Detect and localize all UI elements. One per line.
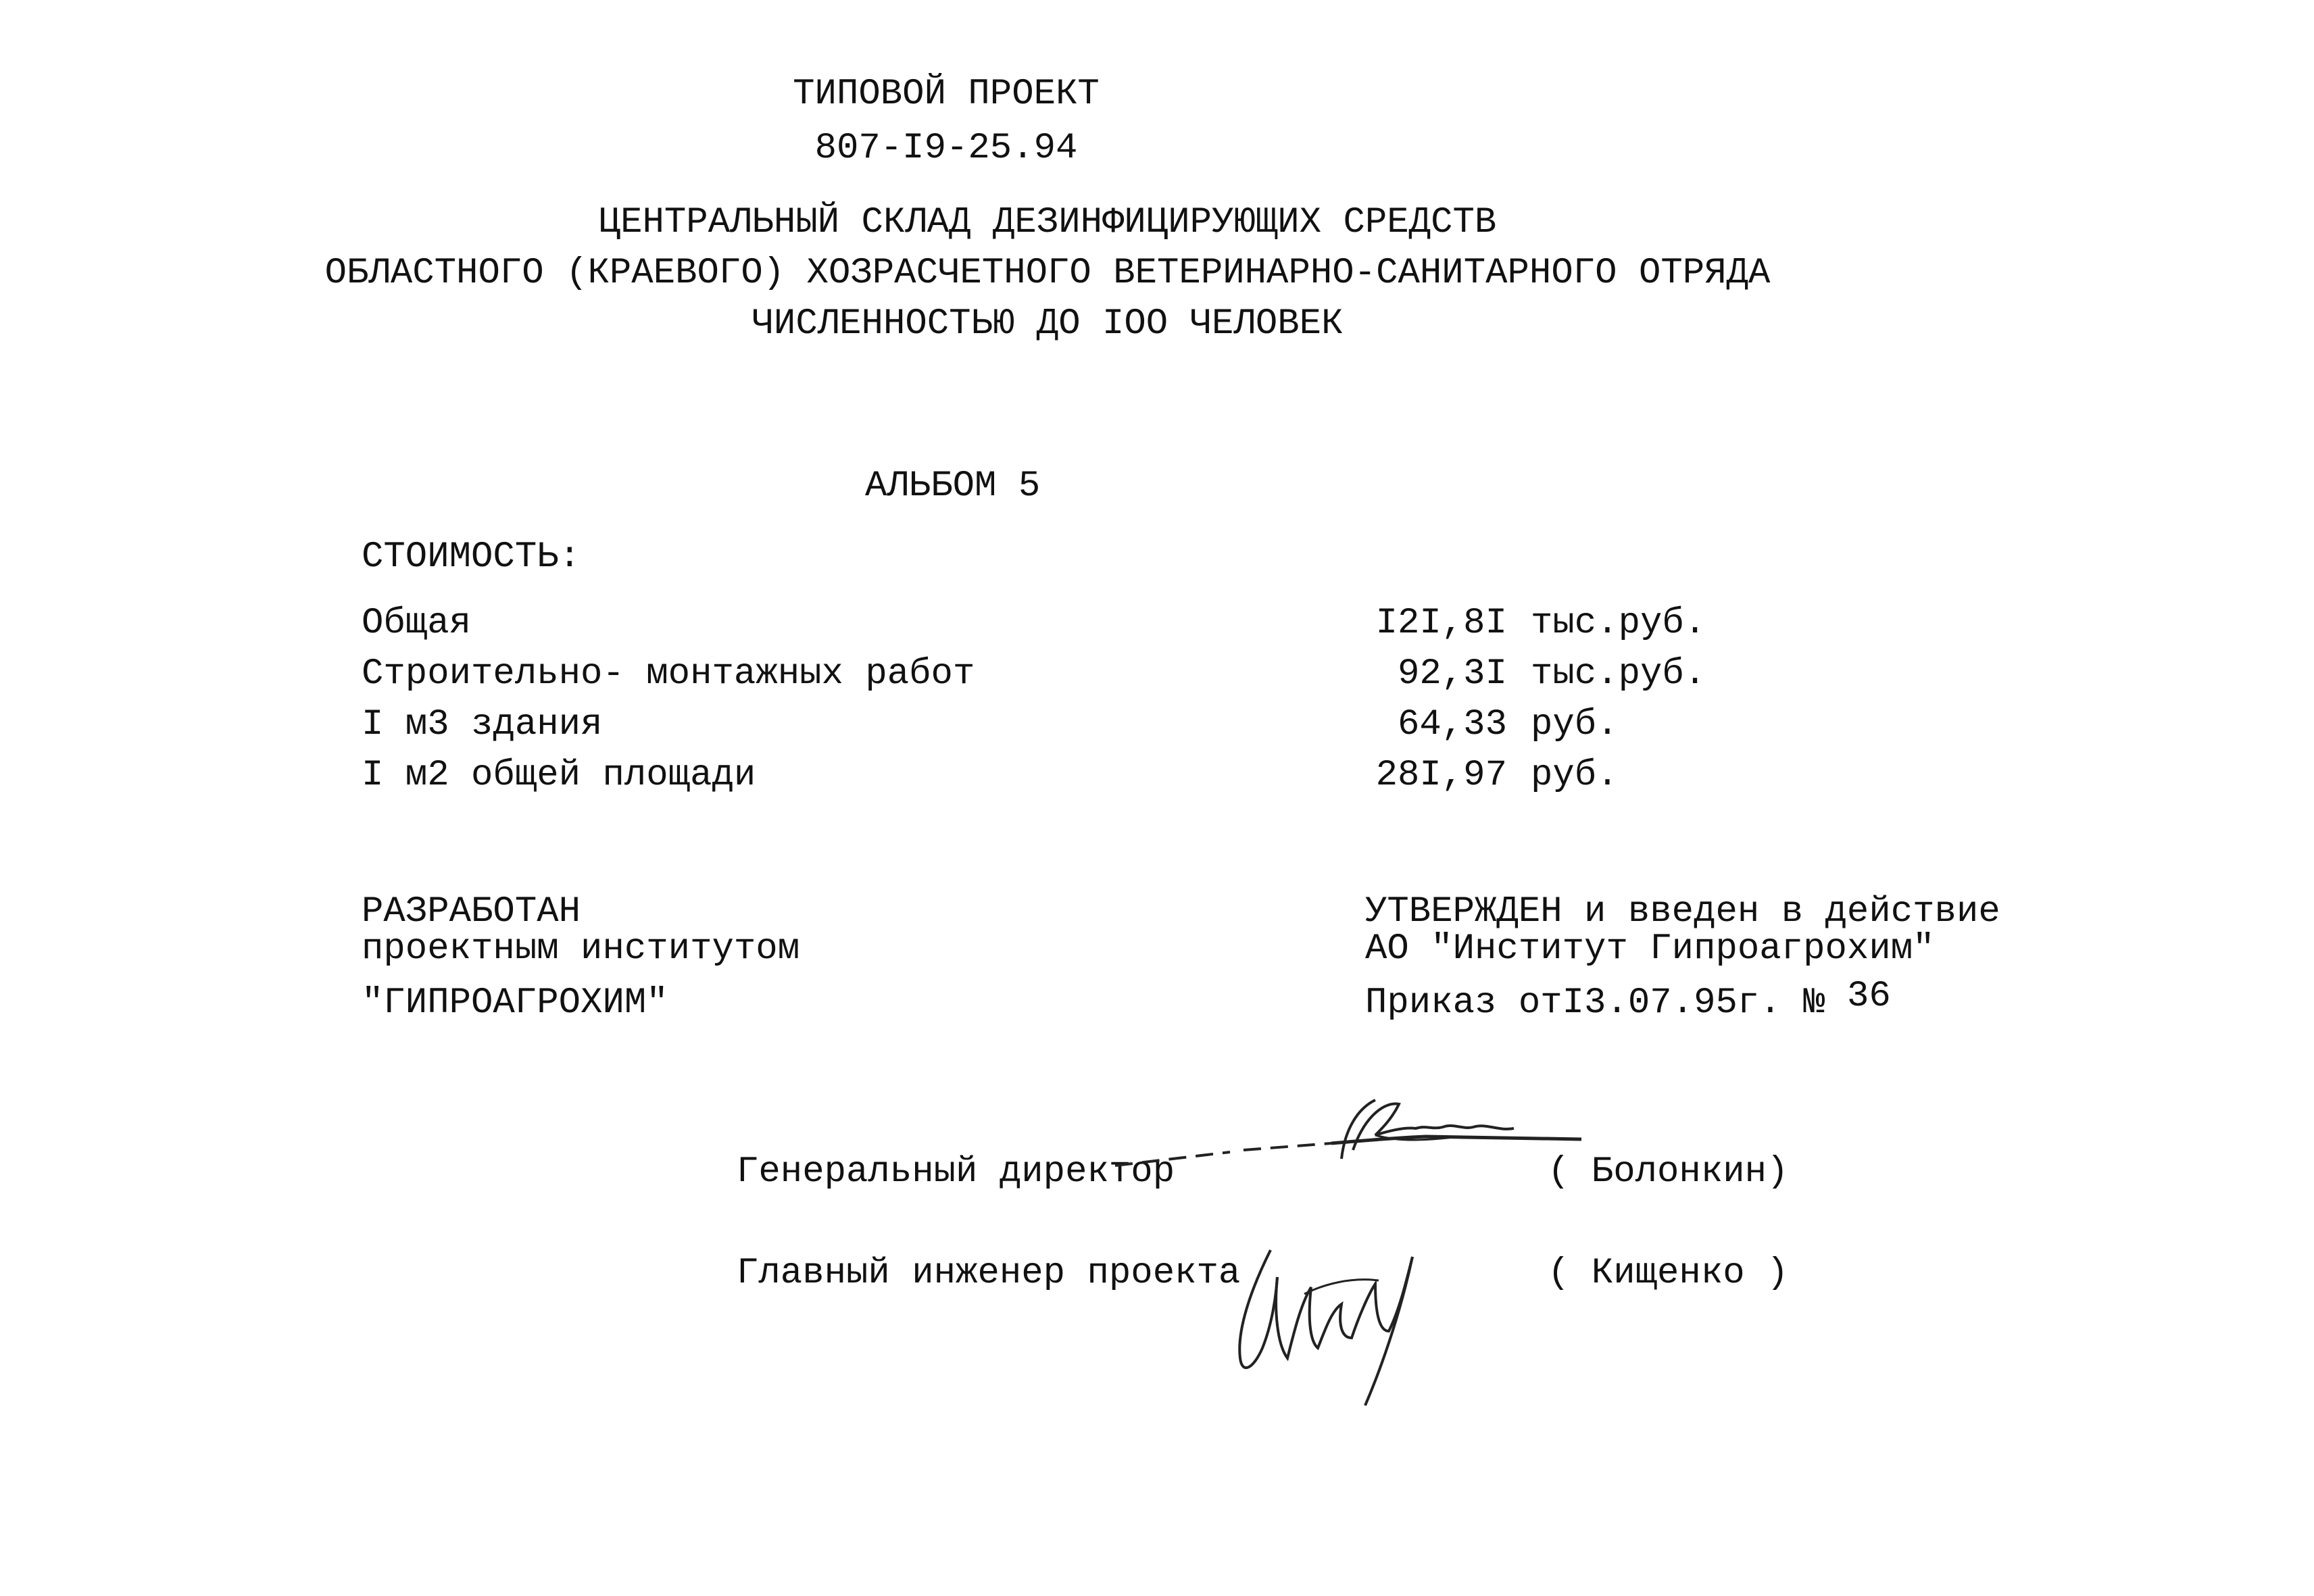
approval-label: УТВЕРЖДЕН и введен в действие xyxy=(1365,891,2000,932)
cost-row-label: Строительно- монтажных работ xyxy=(362,653,975,695)
signature-role-chief-engineer: Главный инженер проекта xyxy=(737,1253,1241,1294)
album-label: АЛЬБОМ 5 xyxy=(865,466,1041,507)
order-number: 36 xyxy=(1846,976,1891,1017)
cost-row-unit: тыс.руб. xyxy=(1531,603,1706,644)
doc-type: ТИПОВОЙ ПРОЕКТ xyxy=(793,74,1100,115)
order-number-sign: № xyxy=(1803,982,1825,1024)
title-line-3: ЧИСЛЕННОСТЬЮ ДО IOO ЧЕЛОВЕК xyxy=(752,303,1344,345)
cost-row-value: I2I,8I xyxy=(1375,603,1507,644)
cost-row-value: 28I,97 xyxy=(1375,755,1507,796)
cost-row-unit: тыс.руб. xyxy=(1531,653,1706,695)
approval-order xyxy=(1365,976,1891,1024)
developer-label: РАЗРАБОТАН xyxy=(362,891,581,932)
cost-row-label: I м2 общей площади xyxy=(362,755,756,796)
director-signature xyxy=(1108,1088,1595,1203)
order-prefix: Приказ от xyxy=(1365,982,1562,1024)
signature-role-director: Генеральный директор xyxy=(737,1151,1175,1193)
title-line-1: ЦЕНТРАЛЬНЫЙ СКЛАД ДЕЗИНФИЦИРУЮЩИХ СРЕДСТВ xyxy=(598,202,1497,243)
signature-name-director: ( Болонкин) xyxy=(1548,1151,1789,1193)
cost-row-unit: руб. xyxy=(1531,704,1619,745)
cost-row-label: Общая xyxy=(362,603,472,644)
cost-row-value: 92,3I xyxy=(1397,653,1507,695)
cost-row-label: I м3 здания xyxy=(362,704,603,745)
developer-description: проектным институтом xyxy=(362,928,800,970)
approval-organization: АО "Институт Гипроагрохим" xyxy=(1365,928,1935,970)
developer-name: "ГИПРОАГРОХИМ" xyxy=(362,982,668,1024)
title-line-2: ОБЛАСТНОГО (КРАЕВОГО) ХОЗРАСЧЕТНОГО ВЕТЕРИНАРНО-САНИТАРНОГО ОТРЯДА xyxy=(324,253,1771,294)
cost-row-value: 64,33 xyxy=(1397,704,1507,745)
chief-engineer-signature xyxy=(1223,1230,1467,1419)
project-code: 807-I9-25.94 xyxy=(814,128,1078,169)
order-date: I3.07.95г. xyxy=(1562,982,1781,1024)
cost-row-unit: руб. xyxy=(1531,755,1619,796)
signature-name-chief-engineer: ( Кищенко ) xyxy=(1548,1253,1789,1294)
cost-heading: СТОИМОСТЬ: xyxy=(362,537,581,578)
